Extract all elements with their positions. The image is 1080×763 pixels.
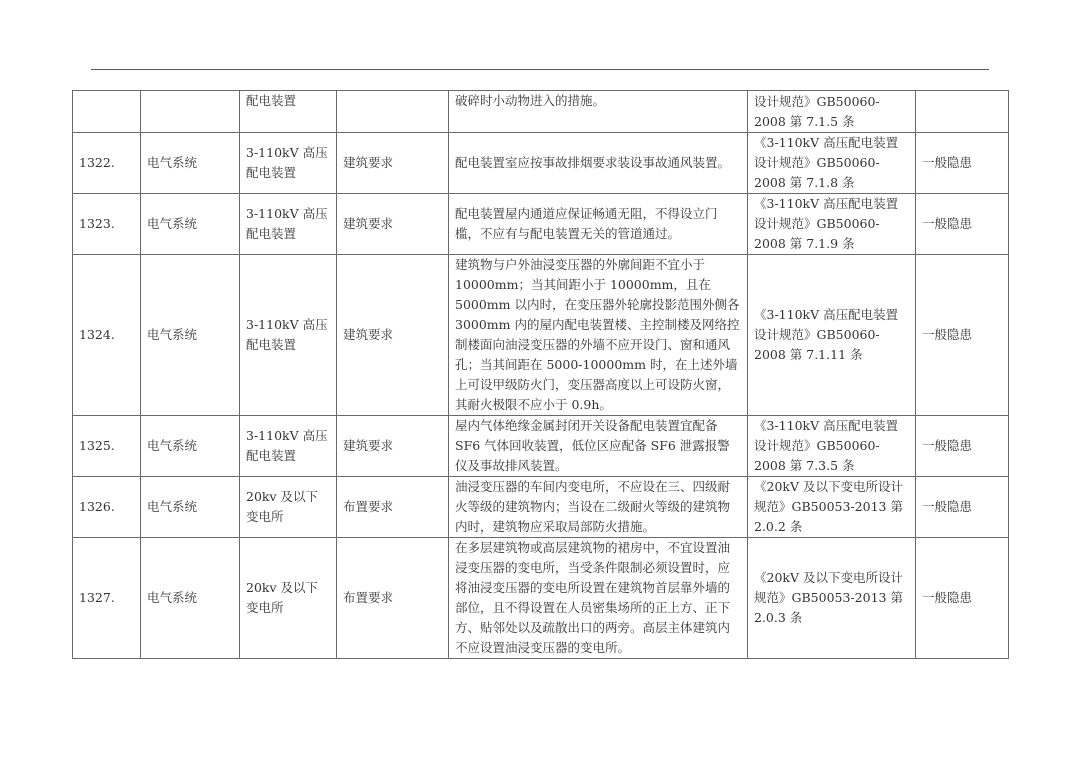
description-text: 在多层建筑物或高层建筑物的裙房中，不宜设置油浸变压器的变电所，当受条件限制必须设置时，应将油浸变压器的变电所设置在建筑物首层靠外墙的部位，且不得设置在人员密集场所的正上方、正下方、贴邻处以及疏散出口的两旁。高层主体建筑内不应设置油浸变压器的变电所。: [455, 540, 731, 655]
requirement-description: [449, 416, 748, 477]
device-line: 配电装置: [246, 226, 297, 241]
requirement-type: 建筑要求: [337, 133, 449, 194]
description-text: 破碎时小动物进入的措施。: [455, 93, 606, 108]
hazard-level: 一般隐患: [916, 416, 1009, 477]
device-line: 20kv 及以下: [246, 580, 319, 595]
standard-reference: 《3-110kV 高压配电装置设计规范》GB50060-2008 第 7.3.5 条: [748, 416, 916, 477]
description-text: 屋内气体绝缘金属封闭开关设备配电装置宜配备 SF6 气体回收装置，低位区应配备 SF6 泄露报警仪及事故排风装置。: [455, 418, 730, 473]
device-type: [240, 538, 337, 659]
device-type: [240, 194, 337, 255]
hazard-level: 一般隐患: [916, 477, 1009, 538]
device-line: 变电所: [246, 600, 284, 615]
requirement-description: [449, 255, 748, 416]
description-text: 配电装置屋内通道应保证畅通无阻，不得设立门槛，不应有与配电装置无关的管道通过。: [455, 206, 718, 241]
hazard-level: 一般隐患: [916, 194, 1009, 255]
device-line: 配电装置: [246, 337, 297, 352]
standard-reference: 《20kV 及以下变电所设计规范》GB50053-2013 第 2.0.2 条: [748, 477, 916, 538]
table-row: [73, 255, 1009, 416]
standard-reference: 《20kV 及以下变电所设计规范》GB50053-2013 第 2.0.3 条: [748, 538, 916, 659]
system-category: 电气系统: [141, 538, 240, 659]
table-row: [73, 416, 1009, 477]
system-category: 电气系统: [141, 416, 240, 477]
device-line: 配电装置: [246, 448, 297, 463]
system-category: 电气系统: [141, 477, 240, 538]
requirement-description: [449, 477, 748, 538]
row-number: 1326.: [73, 477, 141, 538]
device-type: [240, 477, 337, 538]
device-line: 3-110kV 高压: [246, 145, 328, 160]
device-type: [240, 416, 337, 477]
header-rule: [91, 69, 989, 70]
description-text: 油浸变压器的车间内变电所，不应设在三、四级耐火等级的建筑物内；当设在二级耐火等级的建筑物内时，建筑物应采取局部防火措施。: [455, 479, 731, 534]
description-text: 配电装置室应按事故排烟要求装设事故通风装置。: [455, 155, 731, 170]
description-text: 建筑物与户外油浸变压器的外廓间距不宜小于 10000mm；当其间距小于 10000mm，且在 5000mm 以内时，在变压器外轮廓投影范围外侧各 3000mm 内的屋内配电装置楼、主控制楼及网络控制楼面向油浸变压器的外墙不应开设门、窗和通风孔；当其间距在 5000-10000mm 时，在上述外墙上可设甲级防火门，变压器高度以上可设防火窗，其耐火极限不应小于 0.9h。: [455, 257, 740, 412]
requirement-description: [449, 91, 748, 133]
requirement-type: 布置要求: [337, 477, 449, 538]
row-number: [73, 91, 141, 133]
device-line: 20kv 及以下: [246, 489, 319, 504]
hazard-level: 一般隐患: [916, 255, 1009, 416]
device-line: 3-110kV 高压: [246, 206, 328, 221]
requirement-type: [337, 91, 449, 133]
row-number: 1325.: [73, 416, 141, 477]
system-category: 电气系统: [141, 133, 240, 194]
row-number: 1322.: [73, 133, 141, 194]
hazard-level: 一般隐患: [916, 538, 1009, 659]
device-type: [240, 91, 337, 133]
standard-reference: 设计规范》GB50060-2008 第 7.1.5 条: [748, 91, 916, 133]
system-category: [141, 91, 240, 133]
device-line: 配电装置: [246, 93, 297, 108]
table-row: [73, 91, 1009, 133]
hazard-level: 一般隐患: [916, 133, 1009, 194]
system-category: 电气系统: [141, 255, 240, 416]
row-number: 1324.: [73, 255, 141, 416]
requirement-description: [449, 194, 748, 255]
device-line: 3-110kV 高压: [246, 317, 328, 332]
hazard-level: [916, 91, 1009, 133]
requirement-type: 建筑要求: [337, 194, 449, 255]
device-line: 变电所: [246, 509, 284, 524]
requirement-description: [449, 538, 748, 659]
standard-reference: 《3-110kV 高压配电装置设计规范》GB50060-2008 第 7.1.9 条: [748, 194, 916, 255]
standard-reference: 《3-110kV 高压配电装置设计规范》GB50060-2008 第 7.1.8 条: [748, 133, 916, 194]
row-number: 1323.: [73, 194, 141, 255]
requirement-type: 建筑要求: [337, 255, 449, 416]
table-row: [73, 538, 1009, 659]
table-row: [73, 477, 1009, 538]
system-category: 电气系统: [141, 194, 240, 255]
requirement-description: [449, 133, 748, 194]
requirement-type: 建筑要求: [337, 416, 449, 477]
requirement-type: 布置要求: [337, 538, 449, 659]
table-row: [73, 133, 1009, 194]
device-type: [240, 133, 337, 194]
device-line: 配电装置: [246, 165, 297, 180]
device-type: [240, 255, 337, 416]
table-row: [73, 194, 1009, 255]
device-line: 3-110kV 高压: [246, 428, 328, 443]
row-number: 1327.: [73, 538, 141, 659]
regulation-table: [72, 90, 1009, 659]
standard-reference: 《3-110kV 高压配电装置设计规范》GB50060-2008 第 7.1.11 条: [748, 255, 916, 416]
